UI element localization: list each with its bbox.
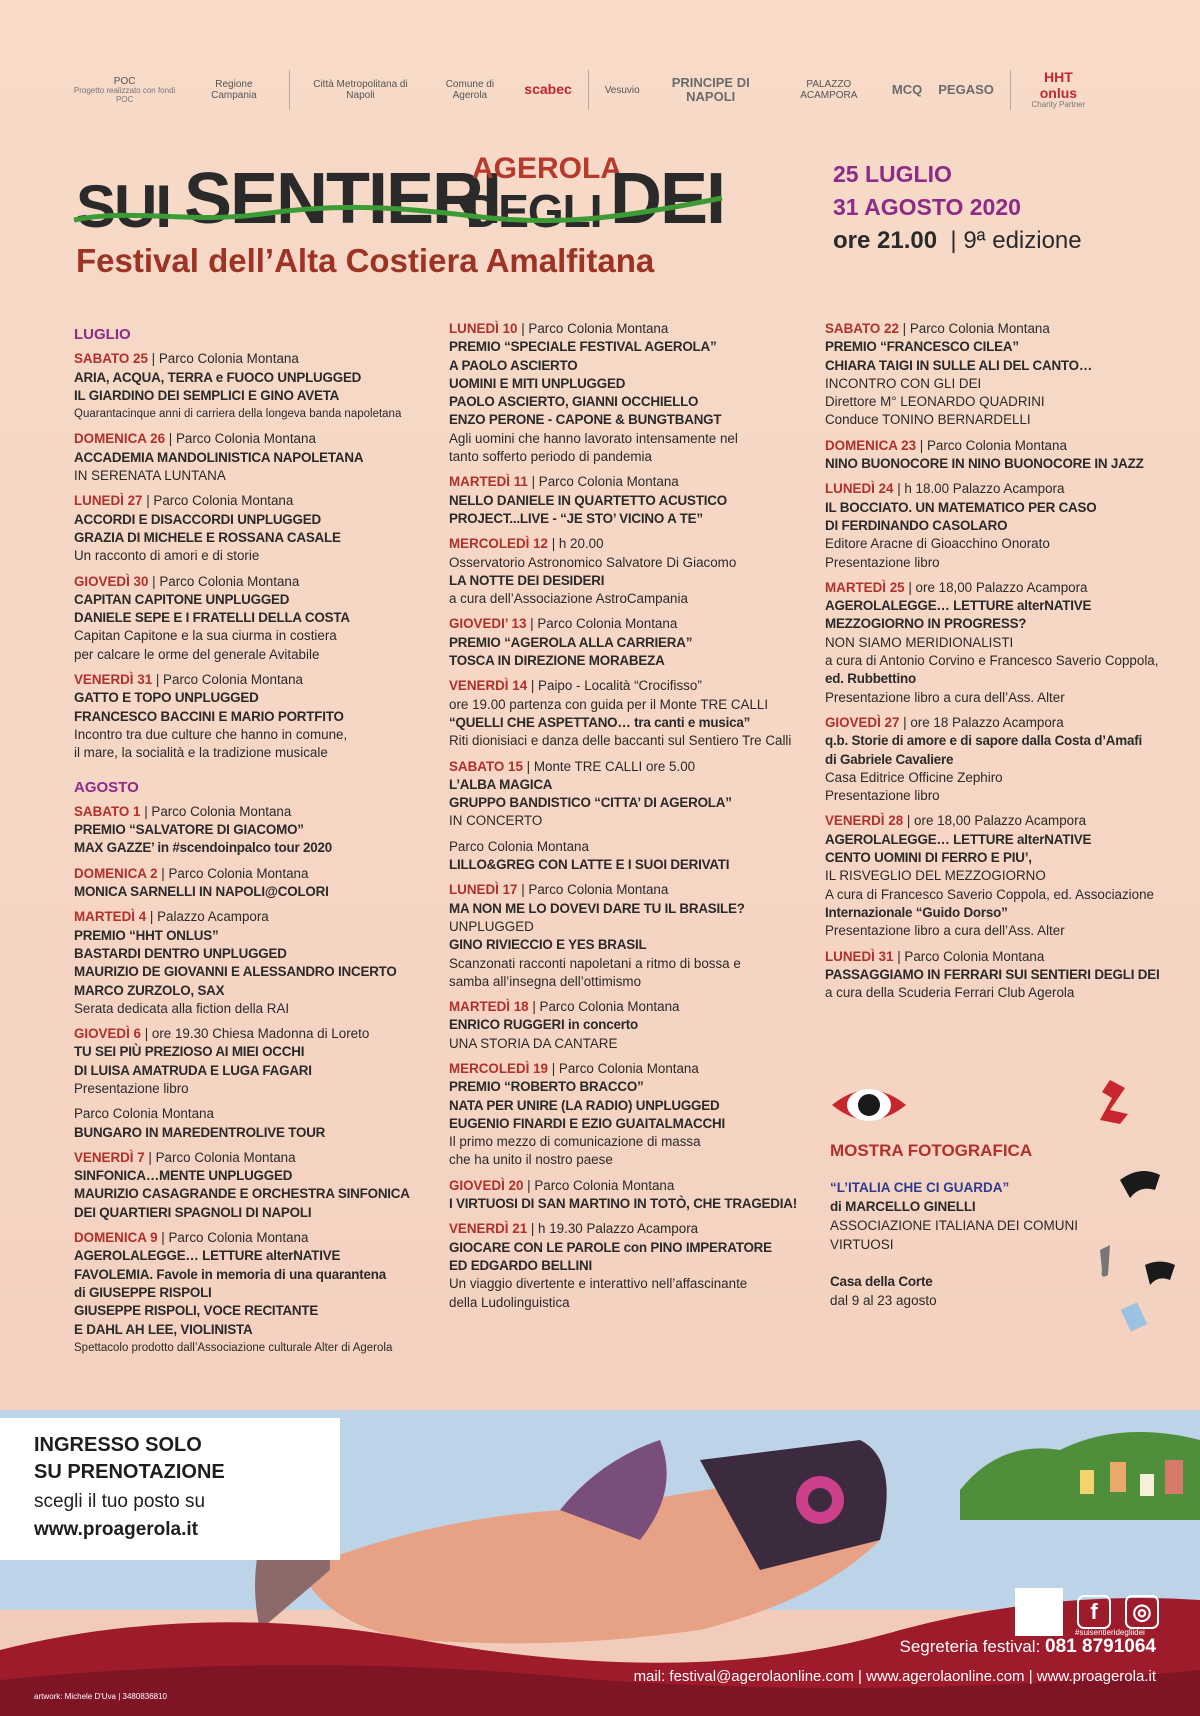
- logo-comune: Comune di Agerola: [445, 79, 495, 101]
- event-line: di Gabriele Cavaliere: [825, 751, 954, 767]
- event-line: Presentazione libro a cura dell’Ass. Alter: [825, 923, 1065, 939]
- event-day: VENERDÌ 14: [449, 678, 528, 694]
- event-venue: | ore 19.30 Chiesa Madonna di Loreto: [140, 1026, 370, 1042]
- logo-poc: POC Progetto realizzato con fondi POC: [73, 75, 176, 104]
- event-header: [449, 677, 789, 695]
- contact-links[interactable]: mail: festival@agerolaonline.com | www.agerolaonline.com | www.proagerola.it: [633, 1668, 1156, 1685]
- events-agosto-col2: [449, 320, 797, 1312]
- artwork-credit: artwork: Michele D'Uva | 3480836810: [34, 1692, 168, 1701]
- event-venue: | Paipo - Località “Crocifisso”: [527, 678, 702, 694]
- event-venue: | Parco Colonia Montana: [144, 1149, 296, 1165]
- logo-vesuvio: Vesuvio: [604, 84, 640, 96]
- footer-contacts: [634, 1636, 1156, 1685]
- event-header: [449, 615, 789, 633]
- event-item: [449, 473, 789, 528]
- event-line: IN SERENATA LUNTANA: [74, 468, 226, 484]
- event-venue: | Parco Colonia Montana: [148, 573, 300, 589]
- event-line: a cura dell’Associazione AstroCampania: [449, 591, 688, 607]
- divider: [588, 70, 589, 110]
- event-line: PREMIO “AGEROLA ALLA CARRIERA”: [449, 634, 693, 650]
- event-line: ACCADEMIA MANDOLINISTICA NAPOLETANA: [74, 449, 364, 465]
- event-item: [74, 1105, 414, 1142]
- event-item: [449, 1177, 797, 1214]
- logo-pegaso: PEGASO: [938, 81, 994, 97]
- logo-scabec: scabec: [524, 81, 572, 98]
- event-line: Un viaggio divertente e interattivo nell’affascinante: [449, 1276, 748, 1292]
- event-day: DOMENICA 26: [74, 431, 166, 447]
- event-line: MAURIZIO DE GIOVANNI E ALESSANDRO INCERTO: [74, 964, 397, 980]
- event-venue: | Parco Colonia Montana: [165, 431, 316, 447]
- event-header: [74, 865, 414, 883]
- event-header: [825, 948, 1155, 966]
- event-day: MERCOLEDÌ 12: [449, 536, 548, 552]
- event-line: PREMIO “ROBERTO BRACCO”: [449, 1079, 644, 1095]
- logo-palazzo-acampora: PALAZZO ACAMPORA: [800, 79, 858, 101]
- event-line: Un racconto di amori e di storie: [74, 548, 260, 564]
- event-line: NINO BUONOCORE IN NINO BUONOCORE IN JAZZ: [825, 456, 1144, 472]
- event-line: MAURIZIO CASAGRANDE E ORCHESTRA SINFONICA: [74, 1186, 410, 1202]
- title-agerola: AGEROLA: [472, 152, 622, 185]
- event-line: a cura di Antonio Corvino e Francesco Saverio Coppola,: [825, 653, 1159, 669]
- event-line: Capitan Capitone e la sua ciurma in costiera: [74, 628, 337, 644]
- event-venue: | Parco Colonia Montana: [157, 1230, 309, 1246]
- event-line: LA NOTTE DEI DESIDERI: [449, 572, 605, 588]
- event-day: VENERDÌ 21: [449, 1221, 528, 1237]
- event-line: MARCO ZURZOLO, SAX: [74, 982, 225, 998]
- date-end: 31 AGOSTO 2020: [833, 194, 1021, 220]
- event-line: DI FERDINANDO CASOLARO: [825, 517, 1008, 533]
- event-item: [825, 812, 1155, 940]
- event-day: DOMENICA 9: [74, 1230, 158, 1246]
- event-line: Presentazione libro: [74, 1080, 189, 1096]
- booking-box: [0, 1418, 340, 1560]
- event-line: SINFONICA…MENTE UNPLUGGED: [74, 1168, 293, 1184]
- event-item: [825, 579, 1159, 707]
- event-line: Riti dionisiaci e danza delle baccanti sul Sentiero Tre Calli: [449, 733, 792, 749]
- event-item: [74, 573, 414, 664]
- event-day: VENERDÌ 31: [74, 672, 153, 688]
- event-line: INCONTRO CON GLI DEI: [825, 375, 982, 391]
- event-header: [74, 1025, 414, 1043]
- event-line: ED EDGARDO BELLINI: [449, 1257, 592, 1273]
- event-item: [74, 492, 414, 565]
- event-line: MAX GAZZE’ in #scendoinpalco tour 2020: [74, 840, 333, 856]
- event-line: PASSAGGIAMO IN FERRARI SUI SENTIERI DEGLI DEI: [825, 966, 1160, 982]
- event-header: [74, 908, 414, 926]
- title-dei: DEI: [610, 159, 725, 239]
- event-item: [449, 535, 789, 608]
- event-header: [449, 838, 789, 856]
- event-line: della Ludolinguistica: [449, 1294, 570, 1310]
- event-item: [449, 1060, 789, 1170]
- event-header: [449, 881, 789, 899]
- event-day: SABATO 15: [449, 758, 523, 774]
- event-item: [74, 1229, 414, 1357]
- event-line: per calcare le orme del generale Avitabile: [74, 646, 320, 662]
- theatre-masks-decoration: [1080, 1080, 1190, 1340]
- event-venue: | Parco Colonia Montana: [517, 321, 669, 336]
- event-venue: | h 19.30 Palazzo Acampora: [527, 1221, 699, 1237]
- event-line: Osservatorio Astronomico Salvatore Di Giacomo: [449, 554, 737, 570]
- event-day: MERCOLEDÌ 19: [449, 1060, 548, 1076]
- facebook-icon[interactable]: f: [1077, 1595, 1111, 1629]
- event-day: VENERDÌ 7: [74, 1149, 145, 1165]
- date-time: ore 21.00 | 9ª edizione: [833, 227, 1082, 254]
- secretary-phone: Segreteria festival: 081 8791064: [899, 1636, 1156, 1657]
- event-venue: | Parco Colonia Montana: [527, 474, 679, 490]
- event-header: [449, 1177, 789, 1195]
- events-luglio: [74, 350, 414, 762]
- event-venue: | h 18.00 Palazzo Acampora: [893, 481, 1065, 497]
- event-day: SABATO 1: [74, 803, 141, 819]
- event-header: [74, 671, 414, 689]
- event-line: Serata dedicata alla fiction della RAI: [74, 1000, 290, 1016]
- event-line: Quarantacinque anni di carriera della longeva banda napoletana: [74, 408, 402, 421]
- event-venue: | Parco Colonia Montana: [157, 865, 309, 881]
- event-line: CENTO UOMINI DI FERRO E PIU’,: [825, 850, 1032, 866]
- event-line: TOSCA IN DIREZIONE MORABEZA: [449, 653, 665, 669]
- eye-icon: [830, 1080, 908, 1130]
- events-agosto: [74, 803, 414, 1357]
- event-item: [825, 714, 1155, 805]
- booking-info: scegli il tuo posto su www.proagerola.it: [34, 1488, 205, 1544]
- event-line: Presentazione libro a cura dell’Ass. Alter: [825, 689, 1065, 705]
- event-line: ore 19.00 partenza con guida per il Monte TRE CALLI: [449, 696, 769, 712]
- event-item: [74, 908, 414, 1018]
- event-venue: | Parco Colonia Montana: [916, 437, 1067, 453]
- event-line: CHIARA TAIGI IN SULLE ALI DEL CANTO…: [825, 357, 1093, 373]
- event-venue: | ore 18 Palazzo Acampora: [899, 714, 1064, 730]
- event-header: [74, 350, 414, 368]
- event-line: FRANCESCO BACCINI E MARIO PORTFITO: [74, 708, 344, 724]
- event-item: [825, 480, 1155, 571]
- event-line: PREMIO “SPECIALE FESTIVAL AGEROLA”: [449, 339, 717, 355]
- event-line: LILLO&GREG CON LATTE E I SUOI DERIVATI: [449, 857, 730, 873]
- event-day: MARTEDÌ 4: [74, 909, 147, 925]
- event-day: SABATO 25: [74, 351, 148, 367]
- event-header: [74, 1149, 414, 1167]
- event-line: il mare, la socialità e la tradizione musicale: [74, 745, 328, 761]
- event-line: BASTARDI DENTRO UNPLUGGED: [74, 945, 287, 961]
- event-item: [449, 838, 789, 875]
- event-line: tanto sofferto periodo di pandemia: [449, 449, 652, 465]
- event-line: UNPLUGGED: [449, 918, 534, 934]
- event-line: Editore Aracne di Gioacchino Onorato: [825, 536, 1050, 552]
- event-line: PREMIO “HHT ONLUS”: [74, 927, 219, 943]
- event-item: [449, 1220, 789, 1311]
- logo-hht: HHT onlus Charity Partner: [1031, 69, 1086, 109]
- event-venue: | Parco Colonia Montana: [517, 882, 669, 898]
- event-item: [825, 948, 1160, 1003]
- event-line: AGEROLALEGGE… LETTURE alterNATIVE: [825, 598, 1092, 614]
- event-line: MONICA SARNELLI IN NAPOLI@COLORI: [74, 884, 329, 900]
- event-day: GIOVEDÌ 20: [449, 1177, 524, 1193]
- event-line: NATA PER UNIRE (LA RADIO) UNPLUGGED: [449, 1097, 720, 1113]
- event-item: [74, 1149, 414, 1222]
- event-line: “QUELLI CHE ASPETTANO… tra canti e musica”: [449, 714, 751, 730]
- event-line: ACCORDI E DISACCORDI UNPLUGGED: [74, 511, 321, 527]
- event-line: PREMIO “FRANCESCO CILEA”: [825, 339, 1019, 355]
- program-column-1: [74, 320, 414, 1364]
- event-item: [74, 671, 414, 762]
- event-line: UOMINI E MITI UNPLUGGED: [449, 375, 626, 391]
- event-day: VENERDÌ 28: [825, 813, 904, 829]
- event-line: Scanzonati racconti napoletani a ritmo di bossa e: [449, 955, 741, 971]
- hashtag: #suisentieridegliidei: [1075, 1628, 1145, 1637]
- event-venue: | Parco Colonia Montana: [547, 1060, 699, 1076]
- event-line: DEI QUARTIERI SPAGNOLI DI NAPOLI: [74, 1204, 312, 1220]
- event-line: AGEROLALEGGE… LETTURE alterNATIVE: [825, 831, 1092, 847]
- program-column-2: [449, 320, 797, 1319]
- event-header: [74, 803, 414, 821]
- event-item: [449, 998, 789, 1053]
- event-line: AGEROLALEGGE… LETTURE alterNATIVE: [74, 1248, 341, 1264]
- event-venue: | Monte TRE CALLI ore 5.00: [522, 758, 696, 774]
- social-links: [1015, 1588, 1159, 1636]
- event-line: PAOLO ASCIERTO, GIANNI OCCHIELLO: [449, 394, 699, 410]
- event-line: di GIUSEPPE RISPOLI: [74, 1284, 212, 1300]
- event-line: Direttore M° LEONARDO QUADRINI: [825, 394, 1045, 410]
- event-line: Internazionale “Guido Dorso”: [825, 904, 1008, 920]
- event-line: Conduce TONINO BERNARDELLI: [825, 412, 1031, 428]
- exhibition-place: Casa della Corte: [830, 1274, 933, 1289]
- logo-mcq: MCQ: [891, 81, 923, 97]
- event-line: Presentazione libro: [825, 554, 940, 570]
- event-line: q.b. Storie di amore e di sapore dalla Costa d’Amafi: [825, 733, 1143, 749]
- event-line: MEZZOGIORNO IN PROGRESS?: [825, 616, 1027, 632]
- event-day: LUNEDÌ 27: [74, 493, 143, 509]
- event-venue: | ore 18,00 Palazzo Acampora: [904, 579, 1088, 595]
- event-line: CAPITAN CAPITONE UNPLUGGED: [74, 591, 290, 607]
- event-item: [74, 430, 414, 485]
- event-header: [825, 812, 1155, 830]
- logo-principe: PRINCIPE DI NAPOLI: [671, 74, 750, 104]
- event-item: [74, 803, 414, 858]
- festival-subtitle: Festival dell’Alta Costiera Amalfitana: [76, 242, 655, 279]
- event-venue: | Parco Colonia Montana: [523, 1177, 675, 1193]
- event-header: [825, 714, 1155, 732]
- event-line: GINO RIVIECCIO E YES BRASIL: [449, 937, 647, 953]
- event-header: [825, 579, 1155, 597]
- event-line: DI LUISA AMATRUDA E LUGA FAGARI: [74, 1062, 312, 1078]
- event-venue: | Parco Colonia Montana: [898, 321, 1050, 336]
- event-line: BUNGARO IN MAREDENTROLIVE TOUR: [74, 1124, 326, 1140]
- event-line: a cura della Scuderia Ferrari Club Agerola: [825, 985, 1075, 1001]
- events-agosto-col3: [825, 320, 1160, 1002]
- event-day: MARTEDÌ 18: [449, 999, 529, 1015]
- event-header: [825, 480, 1155, 498]
- divider: [1010, 70, 1011, 110]
- logo-citta-metropolitana: Città Metropolitana di Napoli: [313, 79, 408, 101]
- event-line: ARIA, ACQUA, TERRA e FUOCO UNPLUGGED: [74, 369, 362, 385]
- logo-regione: Regione Campania: [211, 79, 257, 101]
- event-venue: | Parco Colonia Montana: [893, 948, 1045, 964]
- event-item: [74, 1025, 414, 1098]
- event-line: Incontro tra due culture che hanno in comune,: [74, 726, 348, 742]
- event-header: [74, 1105, 414, 1123]
- event-header: [825, 320, 1155, 338]
- event-item: [74, 350, 414, 423]
- event-line: Il primo mezzo di comunicazione di massa: [449, 1134, 701, 1150]
- event-venue: | ore 18,00 Palazzo Acampora: [903, 813, 1087, 829]
- exhibition-author: di MARCELLO GINELLI: [830, 1199, 976, 1214]
- exhibition-heading: MOSTRA FOTOGRAFICA: [830, 1141, 1033, 1160]
- event-item: [449, 320, 789, 466]
- event-venue: | Palazzo Acampora: [146, 909, 269, 925]
- title-sentieri: SENTIERI: [184, 159, 501, 239]
- event-venue: | h 20.00: [547, 536, 604, 552]
- event-line: ed. Rubbettino: [825, 671, 916, 687]
- event-header: [449, 535, 789, 553]
- event-line: TU SEI PIÙ PREZIOSO AI MIEI OCCHI: [74, 1044, 305, 1060]
- title-degli: DEGLI: [466, 185, 602, 237]
- event-header: [74, 430, 414, 448]
- event-line: E DAHL AH LEE, VIOLINISTA: [74, 1321, 253, 1337]
- event-day: DOMENICA 23: [825, 437, 917, 453]
- event-line: MA NON ME LO DOVEVI DARE TU IL BRASILE?: [449, 900, 745, 916]
- green-path-line: [72, 190, 732, 230]
- event-venue: | Parco Colonia Montana: [528, 999, 680, 1015]
- event-line: che ha unito il nostro paese: [449, 1152, 613, 1168]
- event-header: [449, 1220, 789, 1238]
- event-line: GRUPPO BANDISTICO “CITTA’ DI AGEROLA”: [449, 795, 732, 811]
- event-line: PREMIO “SALVATORE DI GIACOMO”: [74, 822, 304, 838]
- event-day: LUNEDÌ 10: [449, 321, 518, 336]
- event-header: [74, 492, 414, 510]
- event-header: [449, 473, 789, 491]
- event-day: MARTEDÌ 25: [825, 579, 905, 595]
- event-line: I VIRTUOSI DI SAN MARTINO IN TOTÒ, CHE TRAGEDIA!: [449, 1196, 797, 1212]
- title-sui: SUI: [76, 173, 171, 240]
- event-line: Casa Editrice Officine Zephiro: [825, 769, 1003, 785]
- event-line: A cura di Francesco Saverio Coppola, ed. Associazione: [825, 886, 1154, 902]
- event-line: EUGENIO FINARDI E EZIO GUAITALMACCHI: [449, 1115, 725, 1131]
- festival-title: [72, 150, 752, 280]
- event-item: [825, 437, 1155, 474]
- photo-exhibition: [830, 1080, 1090, 1310]
- event-line: DANIELE SEPE E I FRATELLI DELLA COSTA: [74, 610, 350, 626]
- exhibition-period: dal 9 al 23 agosto: [830, 1293, 937, 1308]
- event-line: Presentazione libro: [825, 788, 940, 804]
- date-start: 25 LUGLIO: [833, 161, 952, 187]
- event-item: [449, 677, 792, 750]
- sponsor-logos: [70, 62, 1090, 118]
- event-line: ENZO PERONE - CAPONE & BUNGTBANGT: [449, 412, 722, 428]
- month-heading-luglio: LUGLIO: [74, 326, 131, 343]
- month-heading-agosto: AGOSTO: [74, 778, 139, 796]
- event-line: GRAZIA DI MICHELE E ROSSANA CASALE: [74, 529, 341, 545]
- booking-headline: INGRESSO SOLO SU PRENOTAZIONE: [34, 1434, 225, 1483]
- event-venue: | Parco Colonia Montana: [140, 803, 292, 819]
- event-line: IL RISVEGLIO DEL MEZZOGIORNO: [825, 868, 1046, 884]
- event-item: [449, 881, 789, 991]
- event-header: [74, 1229, 414, 1247]
- event-line: IL GIARDINO DEI SEMPLICI E GINO AVETA: [74, 387, 340, 403]
- program-column-3: [825, 320, 1160, 1009]
- event-day: GIOVEDI’ 13: [449, 616, 527, 632]
- event-line: L’ALBA MAGICA: [449, 776, 553, 792]
- event-header: [449, 758, 789, 776]
- event-line: ENRICO RUGGERI in concerto: [449, 1017, 638, 1033]
- divider: [289, 70, 290, 110]
- qr-code[interactable]: [1015, 1588, 1063, 1636]
- event-header: [449, 998, 789, 1016]
- festival-dates: [833, 158, 1082, 257]
- event-line: GIOCARE CON LE PAROLE con PINO IMPERATORE: [449, 1239, 772, 1255]
- exhibition-association: ASSOCIAZIONE ITALIANA DEI COMUNI VIRTUOSI: [830, 1218, 1079, 1252]
- event-venue: Parco Colonia Montana: [74, 1106, 214, 1122]
- event-day: DOMENICA 2: [74, 865, 158, 881]
- exhibition-title: “L’ITALIA CHE CI GUARDA”: [830, 1180, 1010, 1195]
- event-line: NON SIAMO MERIDIONALISTI: [825, 634, 1014, 650]
- event-item: [449, 615, 789, 670]
- event-day: GIOVEDÌ 6: [74, 1026, 141, 1042]
- event-item: [449, 758, 789, 831]
- event-item: [825, 320, 1155, 430]
- event-line: UNA STORIA DA CANTARE: [449, 1035, 618, 1051]
- event-day: GIOVEDÌ 27: [825, 714, 900, 730]
- event-line: Agli uomini che hanno lavorato intensamente nel: [449, 430, 738, 446]
- event-line: IL BOCCIATO. UN MATEMATICO PER CASO: [825, 499, 1097, 515]
- event-line: GATTO E TOPO UNPLUGGED: [74, 690, 259, 706]
- instagram-icon[interactable]: ◎: [1125, 1595, 1159, 1629]
- event-day: LUNEDÌ 17: [449, 882, 518, 898]
- event-item: [74, 865, 414, 902]
- event-header: [449, 1060, 789, 1078]
- event-day: LUNEDÌ 31: [825, 948, 894, 964]
- event-line: GIUSEPPE RISPOLI, VOCE RECITANTE: [74, 1303, 319, 1319]
- event-line: samba all’insegna dell’ottimismo: [449, 973, 642, 989]
- event-line: IN CONCERTO: [449, 813, 543, 829]
- event-line: NELLO DANIELE IN QUARTETTO ACUSTICO: [449, 492, 727, 508]
- event-header: [449, 320, 789, 338]
- event-venue: | Parco Colonia Montana: [152, 672, 304, 688]
- event-venue: | Parco Colonia Montana: [147, 351, 299, 367]
- event-header: [74, 573, 414, 591]
- event-day: SABATO 22: [825, 321, 899, 336]
- event-day: LUNEDÌ 24: [825, 481, 894, 497]
- event-header: [825, 437, 1155, 455]
- event-line: A PAOLO ASCIERTO: [449, 357, 578, 373]
- event-line: FAVOLEMIA. Favole in memoria di una quarantena: [74, 1266, 386, 1282]
- event-line: Spettacolo prodotto dall’Associazione culturale Alter di Agerola: [74, 1341, 393, 1354]
- event-venue: | Parco Colonia Montana: [142, 493, 294, 509]
- booking-link[interactable]: www.proagerola.it: [34, 1519, 198, 1540]
- event-day: MARTEDÌ 11: [449, 474, 528, 490]
- event-line: PROJECT...LIVE - “JE STO’ VICINO A TE”: [449, 510, 703, 526]
- event-day: GIOVEDÌ 30: [74, 573, 149, 589]
- event-venue: Parco Colonia Montana: [449, 838, 589, 854]
- event-venue: | Parco Colonia Montana: [526, 616, 678, 632]
